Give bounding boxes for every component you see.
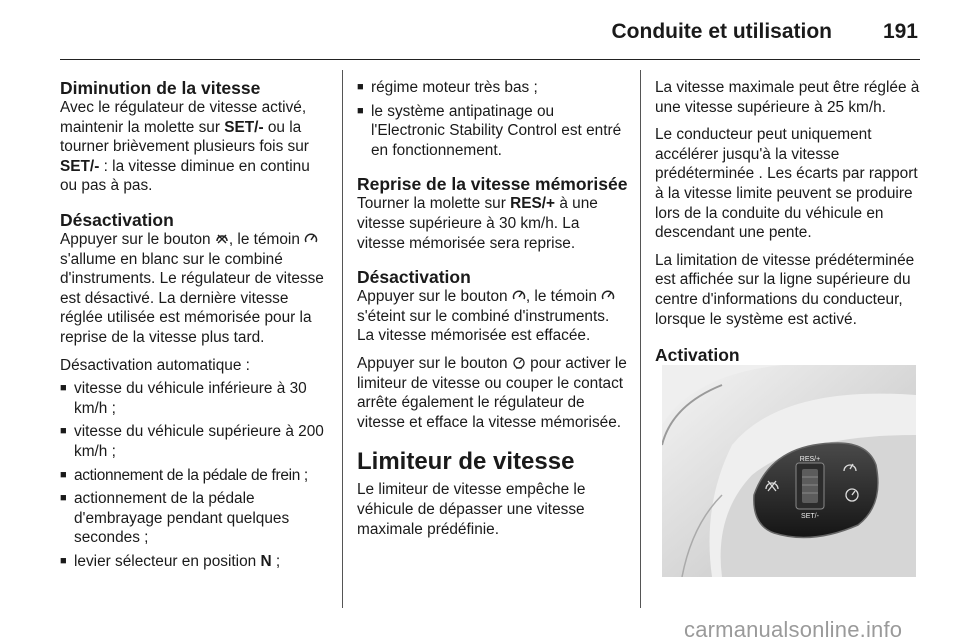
paragraph-diminution: [60, 98, 328, 196]
text: , le témoin: [228, 230, 305, 248]
text: Appuyer sur le bouton: [357, 354, 512, 372]
column-2: [357, 78, 629, 539]
steering-wheel-image: [662, 365, 916, 577]
paragraph-limiteur: Le limiteur de vitesse empêche le véhicule de dépasser une vitesse maximale prédéfinie.: [357, 481, 586, 538]
section-title: Conduite et utilisation: [611, 20, 832, 43]
text: Avec le régulateur de vitesse activé, maintenir la molette sur: [60, 99, 307, 136]
key-set: SET/-: [60, 157, 100, 175]
column-divider-2: [640, 70, 641, 608]
paragraph-limiter-button: [357, 354, 629, 432]
paragraph-desactivation: [60, 230, 328, 348]
text: ou la tourner brièvement plusieurs fois sur: [60, 118, 309, 156]
paragraph-accelerate: Le conducteur peut uniquement accélérer jusqu'à la vitesse prédéterminée . Les écarts par rapport à la vitesse limite peuvent se produire lors de la conduite du véhicule en descendant une pente.: [655, 126, 918, 242]
text: , le témoin: [525, 288, 602, 306]
text: s'allume en blanc sur le combiné d'instruments. Le régulateur de vitesse est désactivé. La dernière vitesse réglée utilisée est mémorisée pour la reprise de la vitesse plus tard.: [60, 250, 324, 346]
key-res: RES/+: [510, 195, 556, 213]
wheel-label-res: RES/+: [799, 456, 821, 463]
list-item: ■ actionnement de la pédale de frein ;: [60, 466, 328, 486]
gear-position: N: [260, 552, 272, 570]
paragraph-max-speed: La vitesse maximale peut être réglée à une vitesse supérieure à 25 km/h.: [655, 79, 920, 116]
watermark: carmanualsonline.info: [684, 617, 903, 642]
list-item: [60, 552, 328, 572]
page-number: 191: [882, 20, 918, 43]
list-item: ■ vitesse du véhicule inférieure à 30 km/h ;: [60, 379, 328, 418]
steering-wheel-illustration: [662, 365, 916, 577]
column-3: [655, 78, 930, 365]
wheel-label-set: SET/-: [801, 513, 819, 520]
cruise-control-icon: [601, 289, 615, 302]
column-divider-1: [342, 70, 343, 608]
page-header: [60, 16, 920, 60]
text: Appuyer sur le bouton: [357, 288, 512, 306]
key-set: SET/-: [224, 118, 264, 136]
heading-desactivation-2: Désactivation: [357, 267, 471, 288]
paragraph-auto: Désactivation automatique :: [60, 356, 250, 374]
text: s'éteint sur le combiné d'instruments. La vitesse mémorisée est effacée.: [357, 307, 610, 345]
cruise-control-icon: [304, 232, 318, 245]
cruise-cancel-icon: [215, 232, 229, 245]
paragraph-desactivation-2: [357, 287, 629, 346]
list-item: ■ régime moteur très bas ;: [357, 78, 629, 98]
speed-limiter-icon: [512, 356, 526, 369]
paragraph-reprise: [357, 194, 629, 253]
cruise-control-icon: [512, 289, 526, 302]
text: Appuyer sur le bouton: [60, 230, 215, 248]
text: ;: [271, 552, 281, 570]
text: à une vitesse supérieure à 30 km/h. La vitesse mémorisée sera reprise.: [357, 195, 598, 252]
heading-desactivation: Désactivation: [60, 209, 174, 230]
heading-reprise: Reprise de la vitesse mémorisée: [357, 174, 628, 195]
text: levier sélecteur en position: [74, 552, 261, 570]
heading-diminution: Diminution de la vitesse: [60, 78, 261, 98]
column-1: [60, 78, 328, 571]
list-item: ■ vitesse du véhicule supérieure à 200 km/h ;: [60, 422, 328, 461]
list-item: ■ le système antipatinage ou l'Electronic Stability Control est entré en fonctionnement.: [357, 102, 629, 161]
heading-limiteur: Limiteur de vitesse: [357, 448, 575, 476]
text: Tourner la molette sur: [357, 195, 511, 213]
text: : la vitesse diminue en continu ou pas à pas.: [60, 157, 310, 195]
heading-activation: Activation: [655, 345, 740, 366]
text: pour activer le limiteur de vitesse ou couper le contact arrête également le régulateur de vitesse et efface la vitesse mémorisée.: [357, 354, 627, 431]
paragraph-display: La limitation de vitesse prédéterminée est affichée sur la ligne supérieure du centre d'informations du conducteur, lorsque le système est activé.: [655, 251, 915, 328]
list-item: ■ actionnement de la pédale d'embrayage pendant quelques secondes ;: [60, 489, 328, 548]
